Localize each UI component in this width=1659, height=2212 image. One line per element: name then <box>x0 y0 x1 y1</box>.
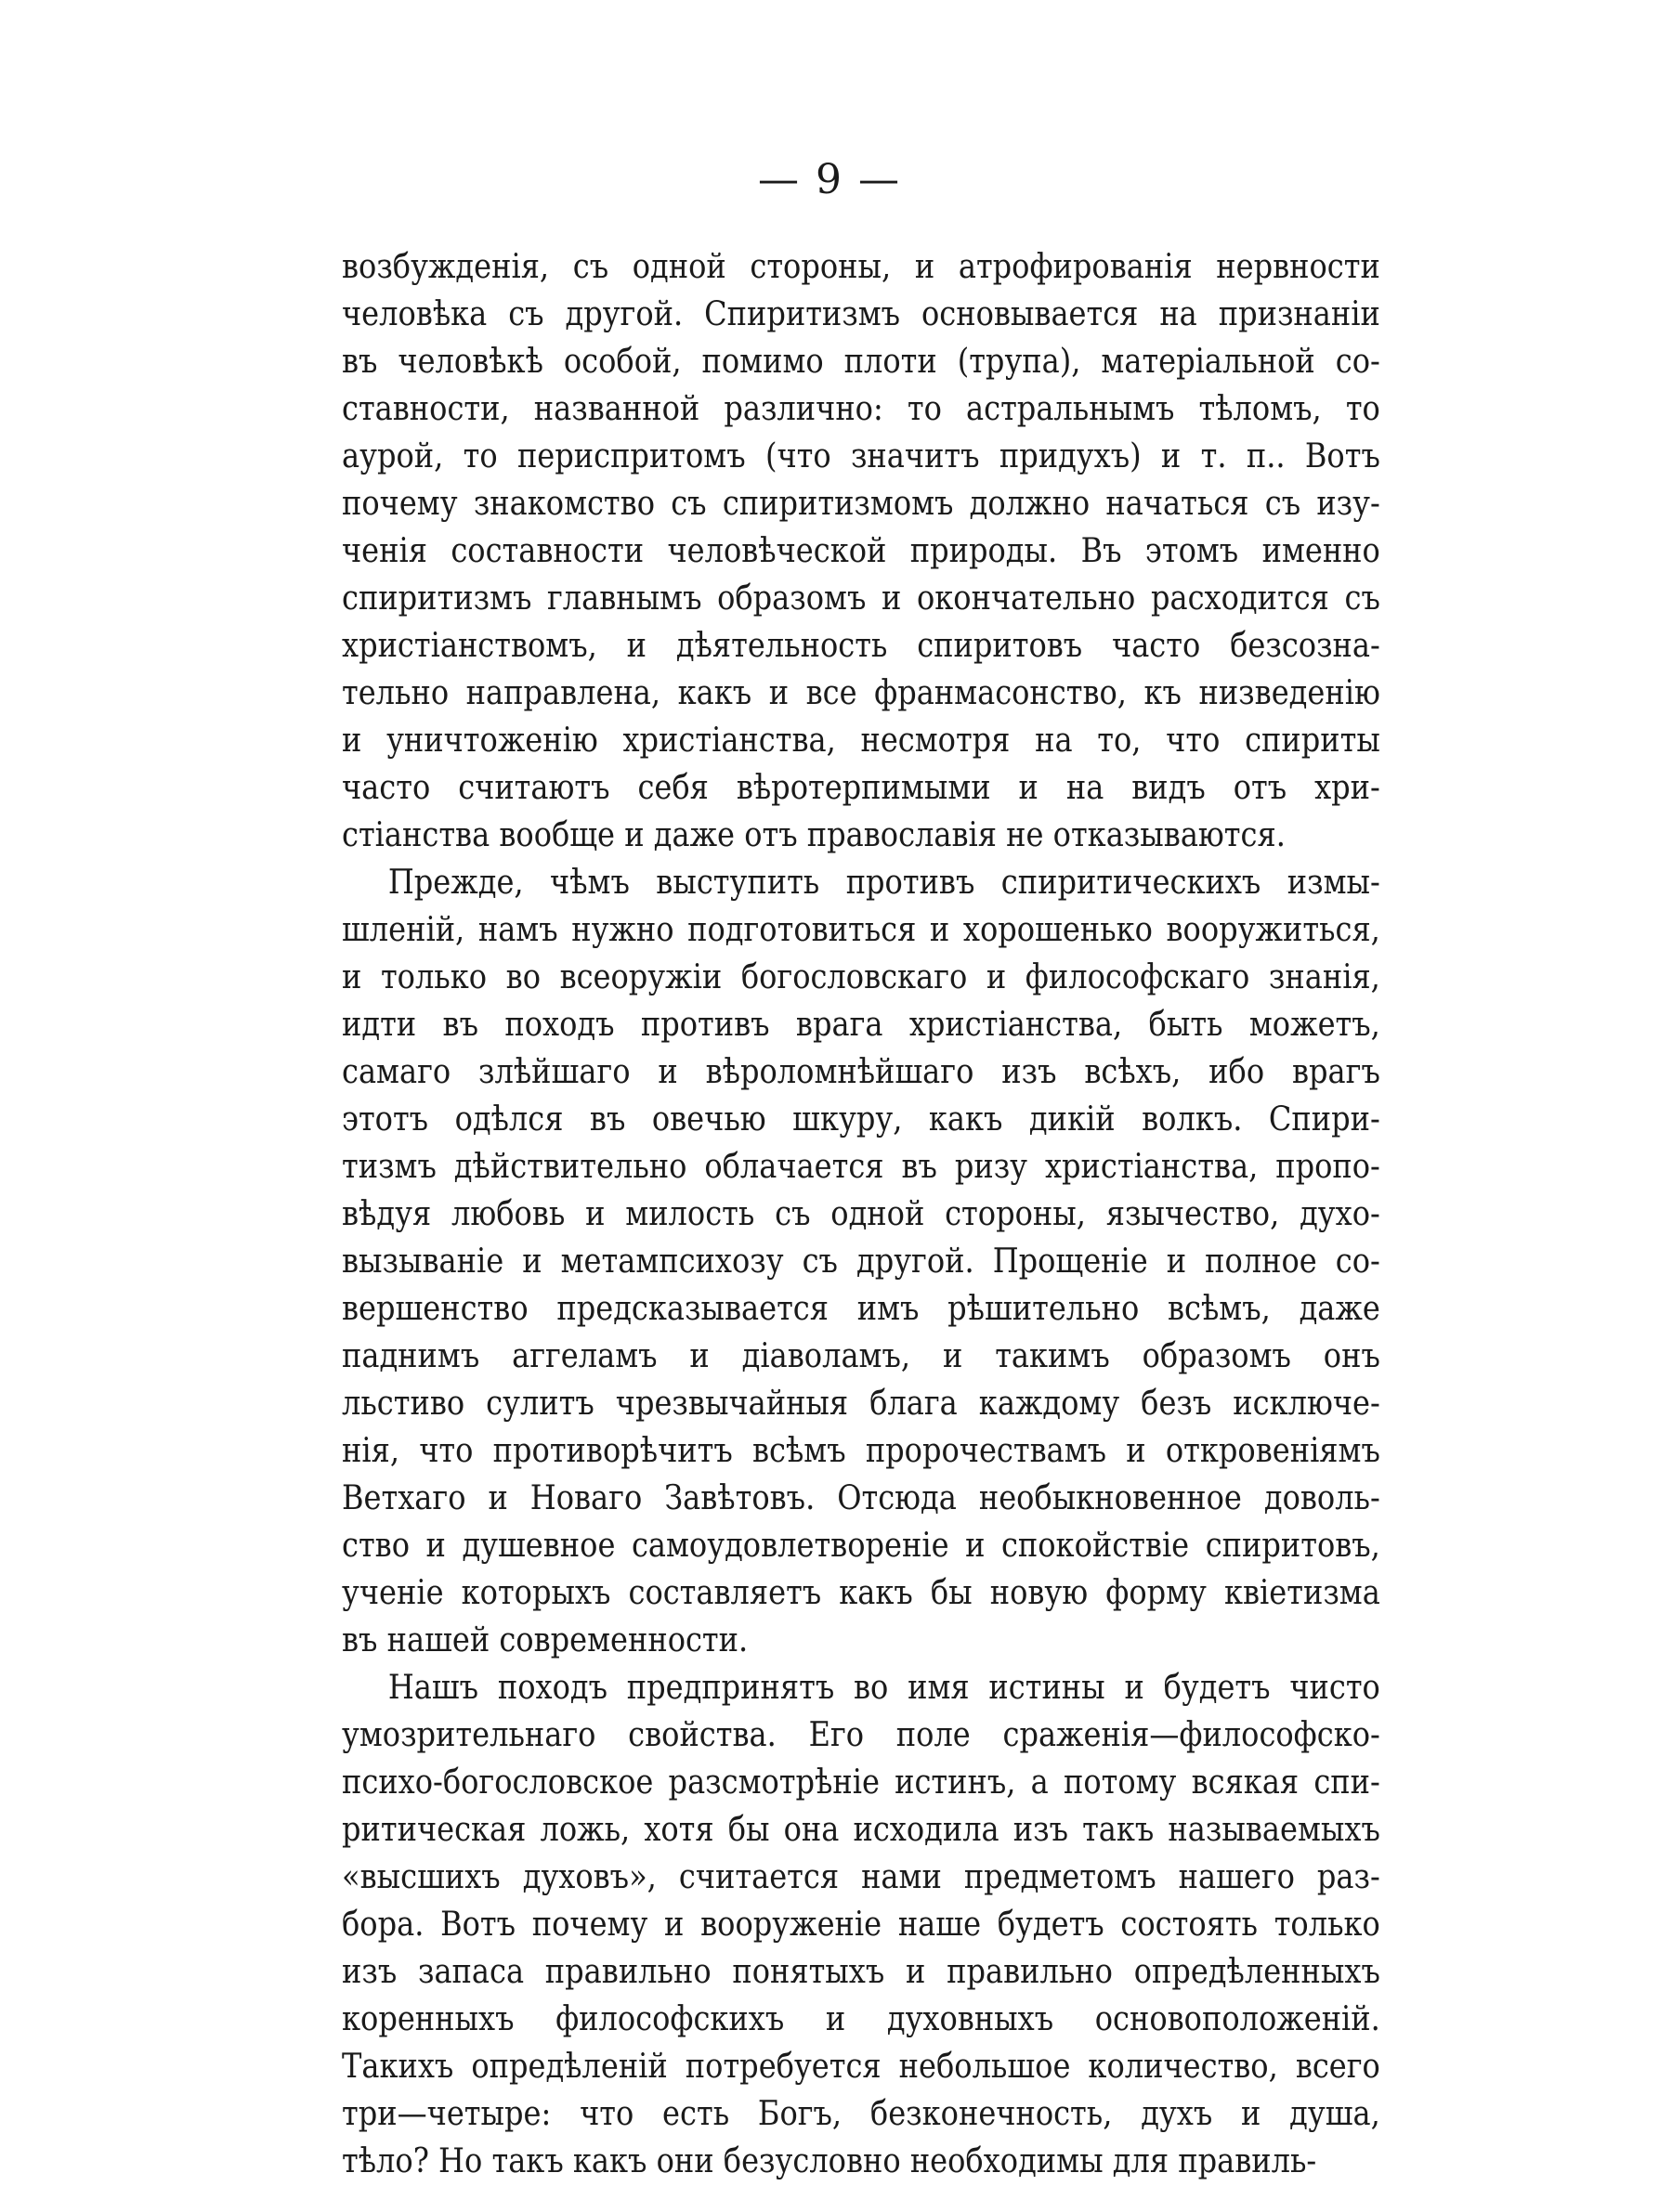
paragraph <box>342 1664 1380 2185</box>
page-number: — 9 — <box>758 156 901 203</box>
text-line: ченія составности человѣческой природы. Въ этомъ именно <box>342 532 1380 570</box>
text-line: стіанства вообще и даже отъ православія не отказываются. <box>342 816 1286 854</box>
text-line: Такихъ опредѣленій потребуется небольшое количество, всего <box>342 2048 1380 2086</box>
text-line: Прежде, чѣмъ выступить противъ спиритическихъ измы- <box>387 864 1380 902</box>
text-line: льстиво сулитъ чрезвычайныя блага каждому безъ исключе- <box>342 1385 1380 1423</box>
body-text <box>342 243 1380 2185</box>
text-line: христіанствомъ, и дѣятельность спиритовъ часто безсозна- <box>342 627 1380 665</box>
text-line: коренныхъ философскихъ и духовныхъ основоположеній. <box>342 2000 1380 2038</box>
text-line: умозрительнаго свойства. Его поле сраженія—философско- <box>342 1716 1380 1754</box>
text-line: Ветхаго и Новаго Завѣтовъ. Отсюда необыкновенное доволь- <box>342 1479 1380 1517</box>
text-line: «высшихъ духовъ», считается нами предметомъ нашего раз- <box>342 1858 1380 1896</box>
text-line: ставности, названной различно: то астральнымъ тѣломъ, то <box>342 390 1380 428</box>
text-line: и только во всеоружіи богословскаго и философскаго знанія, <box>342 958 1380 996</box>
text-line: въ человѣкѣ особой, помимо плоти (трупа), матеріальной со- <box>342 343 1380 381</box>
text-line: три—четыре: что есть Богъ, безконечность, духъ и душа, <box>342 2095 1380 2133</box>
text-line: часто считаютъ себя вѣротерпимыми и на видъ отъ хри- <box>342 769 1380 807</box>
text-line: самаго злѣйшаго и вѣроломнѣйшаго изъ всѣхъ, ибо врагъ <box>342 1053 1380 1091</box>
text-line: тельно направлена, какъ и все франмасонство, къ низведенію <box>342 674 1380 712</box>
text-line: паднимъ аггеламъ и діаволамъ, и такимъ образомъ онъ <box>342 1337 1380 1375</box>
text-line: этотъ одѣлся въ овечью шкуру, какъ дикій волкъ. Спири- <box>342 1100 1380 1139</box>
text-line: идти въ походъ противъ врага христіанства, быть можетъ, <box>342 1006 1380 1044</box>
text-line: ство и душевное самоудовлетвореніе и спокойствіе спиритовъ, <box>342 1527 1380 1565</box>
text-line: почему знакомство съ спиритизмомъ должно начаться съ изу- <box>342 485 1380 523</box>
text-line: бора. Вотъ почему и вооруженіе наше будетъ состоять только <box>342 1906 1380 1944</box>
paragraph <box>342 243 1380 859</box>
text-line: возбужденія, съ одной стороны, и атрофированія нервности <box>342 248 1380 286</box>
text-line: вызываніе и метампсихозу съ другой. Прощеніе и полное со- <box>342 1243 1380 1281</box>
paragraph <box>342 859 1380 1664</box>
text-line: тѣло? Но такъ какъ они безусловно необходимы для правиль- <box>342 2142 1317 2180</box>
text-line: человѣка съ другой. Спиритизмъ основывается на признаніи <box>342 295 1380 333</box>
text-line: ученіе которыхъ составляетъ какъ бы новую форму квіетизма <box>342 1574 1380 1612</box>
text-line: тизмъ дѣйствительно облачается въ ризу христіанства, пропо- <box>342 1148 1380 1186</box>
text-line: шленій, намъ нужно подготовиться и хорошенько вооружиться, <box>342 911 1380 949</box>
text-line: психо-богословское разсмотрѣніе истинъ, а потому всякая спи- <box>342 1763 1380 1802</box>
text-line: и уничтоженію христіанства, несмотря на то, что спириты <box>342 722 1380 760</box>
text-line: вершенство предсказывается имъ рѣшительно всѣмъ, даже <box>342 1290 1380 1328</box>
text-line: ритическая ложь, хотя бы она исходила изъ такъ называемыхъ <box>342 1811 1380 1849</box>
text-line: изъ запаса правильно понятыхъ и правильно опредѣленныхъ <box>342 1953 1380 1991</box>
text-line: спиритизмъ главнымъ образомъ и окончательно расходится съ <box>342 579 1380 618</box>
text-line: Нашъ походъ предпринятъ во имя истины и будетъ чисто <box>387 1669 1380 1707</box>
text-line: нія, что противорѣчитъ всѣмъ пророчествамъ и откровеніямъ <box>342 1432 1380 1470</box>
text-line: въ нашей современности. <box>342 1621 749 1659</box>
text-line: вѣдуя любовь и милость съ одной стороны, язычество, духо- <box>342 1195 1380 1233</box>
text-line: аурой, то периспритомъ (что значитъ придухъ) и т. п.. Вотъ <box>342 437 1380 475</box>
